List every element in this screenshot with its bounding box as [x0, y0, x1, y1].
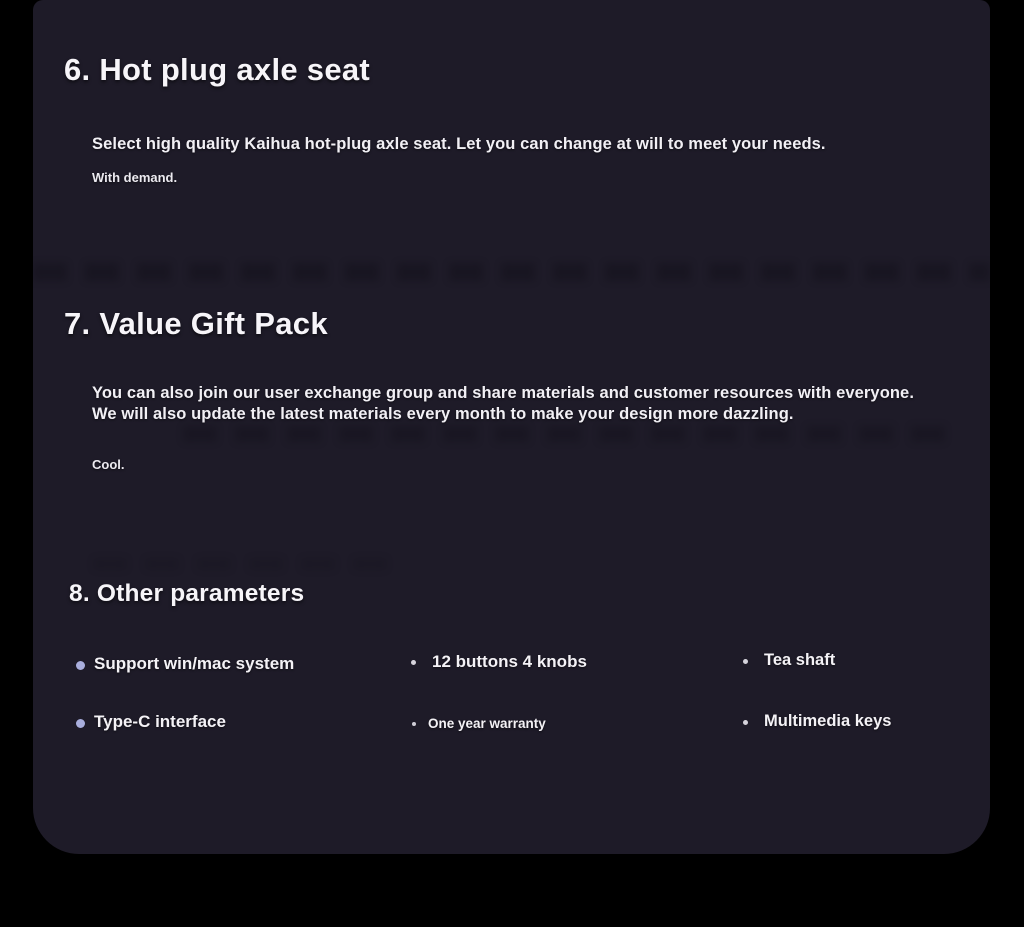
param-item-warranty — [412, 716, 546, 731]
bullet-dot-icon — [412, 722, 416, 726]
product-detail-panel — [33, 0, 990, 854]
section-6-note: With demand. — [92, 170, 178, 185]
param-item-buttons-knobs — [411, 652, 587, 672]
bullet-dot-icon — [76, 719, 85, 728]
param-label: 12 buttons 4 knobs — [432, 652, 587, 671]
section-6-heading: 6. Hot plug axle seat — [64, 52, 371, 87]
bullet-dot-icon — [743, 720, 748, 725]
ghost-artifact-band — [93, 558, 393, 570]
section-7-body: You can also join our user exchange group and share materials and customer resources with everyone. We will also update the latest materials every month to make your design more dazzling. — [92, 384, 915, 423]
bullet-dot-icon — [411, 660, 416, 665]
param-label: Multimedia keys — [764, 712, 892, 730]
param-label: Tea shaft — [764, 651, 836, 669]
param-item-type-c — [76, 712, 226, 732]
bullet-dot-icon — [76, 661, 85, 670]
param-item-support-system — [76, 654, 294, 674]
ghost-artifact-band — [183, 426, 953, 442]
param-label: Type-C interface — [94, 712, 226, 731]
section-7-note: Cool. — [92, 457, 125, 472]
section-8-heading: 8. Other parameters — [69, 580, 305, 607]
param-label: One year warranty — [428, 716, 546, 731]
param-item-tea-shaft — [743, 651, 835, 670]
param-item-multimedia-keys — [743, 712, 891, 731]
ghost-artifact-band — [33, 263, 990, 281]
bullet-dot-icon — [743, 659, 748, 664]
section-6-body: Select high quality Kaihua hot-plug axle seat. Let you can change at will to meet your needs. — [92, 135, 826, 153]
section-7-heading: 7. Value Gift Pack — [64, 306, 328, 341]
param-label: Support win/mac system — [94, 654, 295, 673]
